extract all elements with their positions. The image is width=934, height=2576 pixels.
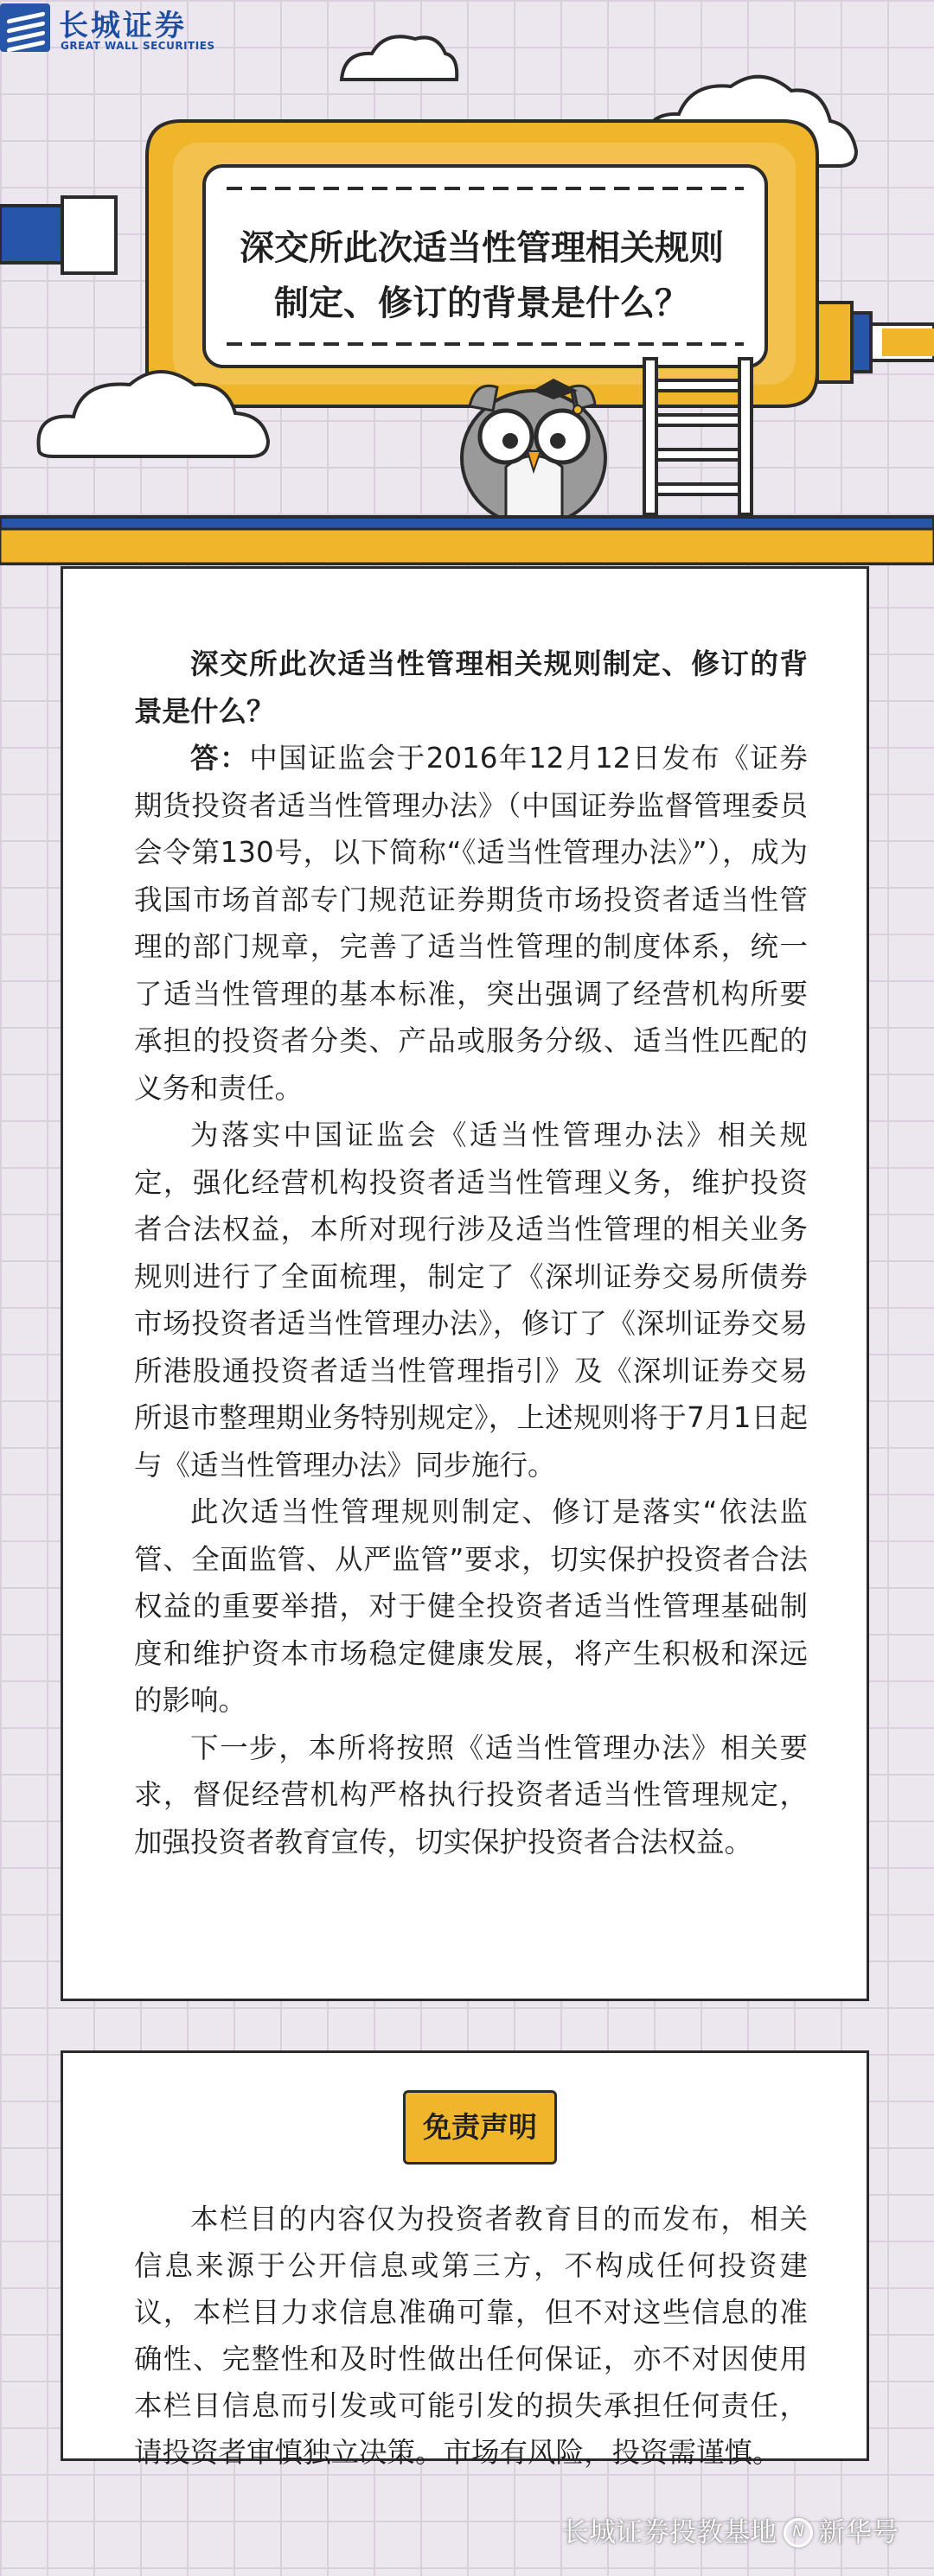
article-paragraph: 下一步，本所将按照《适当性管理办法》相关要求，督促经营机构严格执行投资者适当性管理规定，加强投资者教育宣传，切实保护投资者合法权益。 [134, 1731, 808, 1859]
article-paragraph [134, 735, 808, 1112]
page-title-line-1: 深交所此次适当性管理相关规则 [240, 228, 724, 268]
watermark-source: 长城证券投教基地 [562, 2517, 777, 2548]
page-title [201, 220, 763, 331]
article-card [61, 566, 869, 2001]
ladder-icon [644, 359, 752, 514]
xinhua-circle-icon: N [784, 2518, 813, 2547]
brand-name-cn: 长城证券 [59, 9, 187, 43]
article-paragraph: 为落实中国证监会《适当性管理办法》相关规定，强化经营机构投资者适当性管理义务，维护投资者合法权益，本所对现行涉及适当性管理的相关业务规则进行了全面梳理，制定了《深圳证券交易所债券市场投资者适当性管理办法》，修订了《深圳证券交易所港股通投资者适当性管理指引》及《深圳证券交易所退市整理期业务特别规定》，上述规则将于7月1日起与《适当性管理办法》同步施行。 [134, 1119, 808, 1482]
page-title-line-2: 制定、修订的背景是什么？ [274, 284, 689, 323]
answer-label: 答： [190, 742, 250, 775]
article-paragraph: 此次适当性管理规则制定、修订是落实“依法监管、全面监管、从严监管”要求，切实保护投资者合法权益的重要举措，对于健全投资者适当性管理基础制度和维护资本市场稳定健康发展，将产生积极和深远的影响。 [134, 1495, 808, 1717]
disclaimer-card [61, 2050, 869, 2469]
article-question: 深交所此次适当性管理相关规则制定、修订的背景是什么？ [134, 647, 808, 728]
watermark-platform: 新华号 [818, 2517, 899, 2548]
great-wall-logo-icon [0, 3, 50, 52]
owl-mascot-icon [462, 379, 605, 531]
pipe-left [0, 206, 62, 263]
pipe-right [852, 313, 871, 372]
article-paragraph-text: 中国证监会于2016年12月12日发布《证券期货投资者适当性管理办法》（中国证券监督管理委员会令第130号，以下简称“《适当性管理办法》”），成为我国市场首部专门规范证券期货市场投资者适当性管理的部门规章，完善了适当性管理的制度体系，统一了适当性管理的基本标准，突出强调了经营机构所要承担的投资者分类、产品或服务分级、适当性匹配的义务和责任。 [134, 742, 808, 1105]
disclaimer-title: 免责声明 [403, 2090, 557, 2165]
watermark [562, 2511, 925, 2554]
disclaimer-text: 本栏目的内容仅为投资者教育目的而发布，相关信息来源于公开信息或第三方，不构成任何投资建议，本栏目力求信息准确可靠，但不对这些信息的准确性、完整性和及时性做出任何保证，亦不对因使用本栏目信息而引发或可能引发的损失承担任何责任，请投资者审慎独立决策。市场有风险，投资需谨慎。 [134, 2203, 808, 2469]
brand-name-en: GREAT WALL SECURITIES [61, 40, 215, 52]
